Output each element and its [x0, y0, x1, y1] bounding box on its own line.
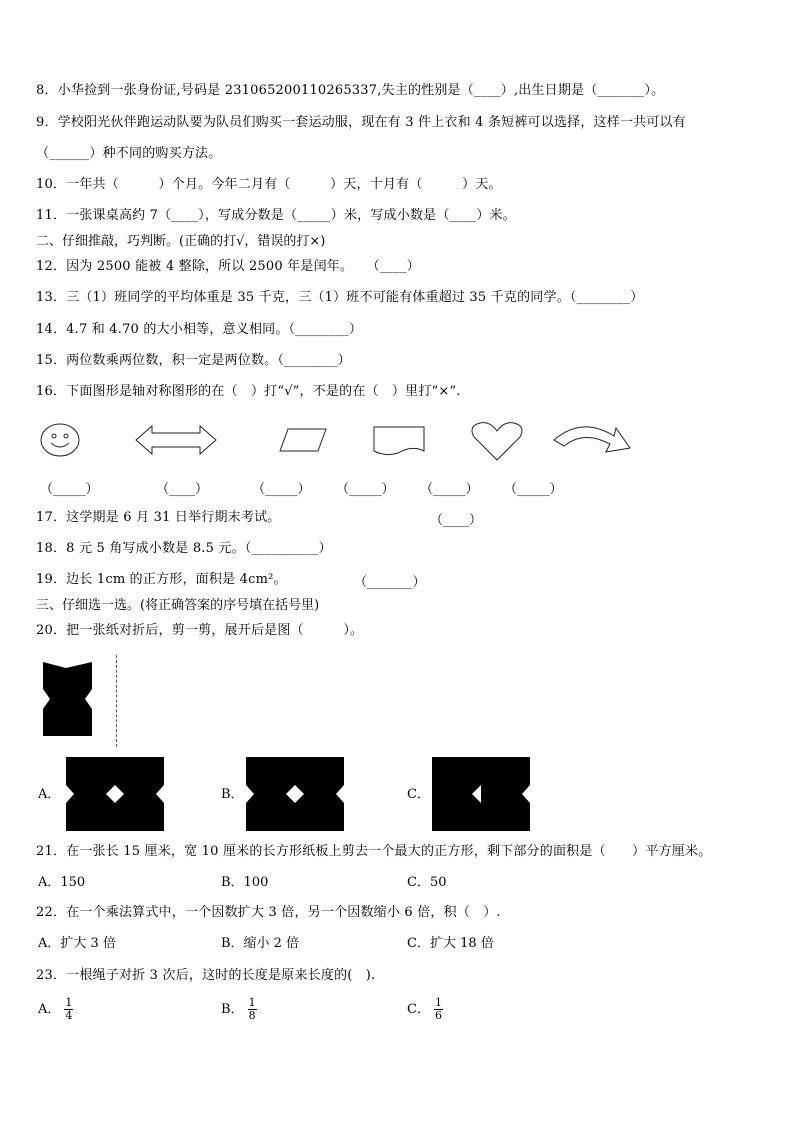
- question-21-option-c[interactable]: C．50: [407, 875, 447, 890]
- question-23-option-a[interactable]: [38, 997, 73, 1022]
- shape-3-answer-blank[interactable]: （_____）: [252, 482, 311, 497]
- question-9-line-2: （______）种不同的购买方法。: [36, 146, 222, 161]
- question-21-option-b[interactable]: B．100: [221, 875, 269, 890]
- question-18: 18．8 元 5 角写成小数是 8.5 元。（__________）: [36, 541, 332, 556]
- fraction-numerator: 1: [434, 996, 442, 1009]
- option-c-label: C．: [407, 787, 430, 802]
- option-label: A．: [38, 1002, 61, 1017]
- fraction-numerator: 1: [65, 996, 73, 1009]
- question-10: 10．一年共（ ）个月。今年二月有（ ）天，十月有（ ）天。: [36, 177, 502, 192]
- question-21: 21．在一张长 15 厘米，宽 10 厘米的长方形纸板上剪去一个最大的正方形，剩下部分的面积是（ ）平方厘米。: [36, 844, 712, 859]
- double-arrow-icon: [134, 423, 218, 457]
- fold-line: [116, 655, 117, 747]
- option-b-label: B．: [221, 787, 244, 802]
- fraction: [248, 997, 257, 1022]
- question-22-option-b[interactable]: B．缩小 2 倍: [221, 936, 300, 951]
- shape-6-answer-blank[interactable]: （_____）: [504, 482, 563, 497]
- smiley-face-icon: [40, 422, 82, 458]
- question-21-option-a[interactable]: A．150: [38, 875, 86, 890]
- question-23-option-b[interactable]: [221, 997, 257, 1022]
- question-12: 12．因为 2500 能被 4 整除，所以 2500 年是闰年。 （____）: [36, 259, 420, 274]
- question-11: 11．一张课桌高约 7（____），写成分数是（_____）米，写成小数是（____）米。: [36, 208, 516, 223]
- question-23-option-c[interactable]: [407, 997, 443, 1022]
- heart-icon: [470, 420, 524, 462]
- question-8: 8．小华捡到一张身份证,号码是 231065200110265337,失主的性别是（____）,出生日期是（_______）。: [36, 83, 665, 98]
- question-17: 17．这学期是 6 月 31 日举行期末考试。: [36, 510, 281, 525]
- question-13: 13．三（1）班同学的平均体重是 35 千克，三（1）班不可能有体重超过 35 千克的同学。（________）: [36, 290, 644, 305]
- parallelogram-icon: [278, 427, 328, 453]
- question-19: 19．边长 1cm 的正方形，面积是 4cm²。: [36, 572, 287, 587]
- option-b-figure[interactable]: [246, 757, 344, 831]
- flag-shape-icon: [372, 425, 426, 457]
- shape-4-answer-blank[interactable]: （_____）: [336, 482, 395, 497]
- option-a-label: A．: [38, 787, 61, 802]
- question-19-blank[interactable]: （_______）: [354, 575, 426, 590]
- shape-5-answer-blank[interactable]: （_____）: [420, 482, 479, 497]
- fraction: [434, 997, 443, 1022]
- question-14: 14．4.7 和 4.70 的大小相等，意义相同。（________）: [36, 322, 363, 337]
- shape-1-answer-blank[interactable]: （_____）: [40, 482, 99, 497]
- fraction-denominator: 6: [434, 1009, 442, 1022]
- folded-paper-figure: [40, 658, 94, 738]
- question-23: 23．一根绳子对折 3 次后，这时的长度是原来长度的( ).: [36, 968, 376, 983]
- question-20: 20．把一张纸对折后，剪一剪，展开后是图（ ）。: [36, 623, 364, 638]
- option-c-figure[interactable]: [432, 757, 530, 831]
- question-17-blank[interactable]: （____）: [430, 513, 483, 528]
- fraction-denominator: 8: [248, 1009, 256, 1022]
- question-22: 22．在一个乘法算式中，一个因数扩大 3 倍，另一个因数缩小 6 倍，积（ ）.: [36, 905, 501, 920]
- fraction: [64, 997, 73, 1022]
- option-label: C．: [407, 1002, 430, 1017]
- question-9-line-1: 9．学校阳光伙伴跑运动队要为队员们购买一套运动服，现在有 3 件上衣和 4 条短裤可以选择，这样一共可以有: [36, 115, 686, 130]
- question-16: 16．下面图形是轴对称图形的在（ ）打“√”，不是的在（ ）里打“×”.: [36, 384, 461, 399]
- option-label: B．: [221, 1002, 244, 1017]
- shape-2-answer-blank[interactable]: （____）: [156, 482, 209, 497]
- section-2-heading: 二、仔细推敲，巧判断。(正确的打√，错误的打×): [36, 234, 326, 249]
- question-22-option-c[interactable]: C．扩大 18 倍: [407, 936, 494, 951]
- option-a-figure[interactable]: [66, 757, 164, 831]
- fraction-numerator: 1: [248, 996, 256, 1009]
- curved-arrow-icon: [552, 420, 632, 458]
- question-22-option-a[interactable]: A．扩大 3 倍: [38, 936, 116, 951]
- question-15: 15．两位数乘两位数，积一定是两位数。（________）: [36, 353, 351, 368]
- fraction-denominator: 4: [65, 1009, 73, 1022]
- section-3-heading: 三、仔细选一选。(将正确答案的序号填在括号里): [36, 598, 320, 613]
